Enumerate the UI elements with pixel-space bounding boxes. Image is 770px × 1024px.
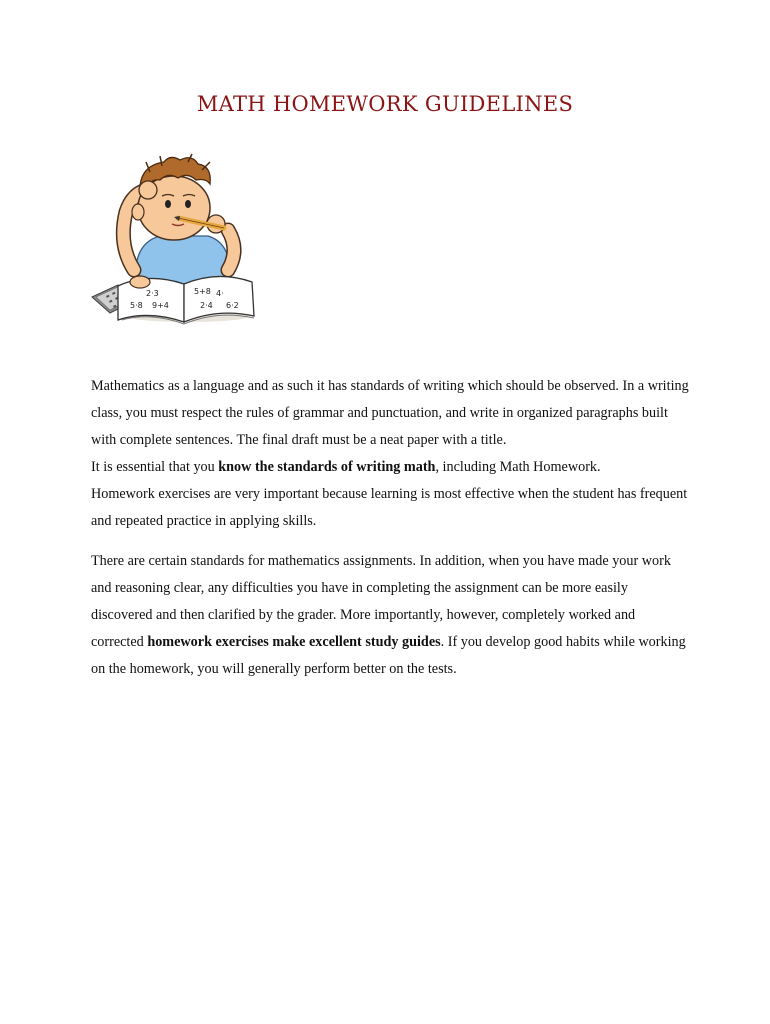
- emphasis-study-guides: homework exercises make excellent study guides: [147, 634, 441, 650]
- svg-text:5·8: 5·8: [130, 301, 143, 310]
- paragraph-assignments: [91, 548, 691, 683]
- paragraph-standards-end: , including Math Homework.: [435, 459, 601, 475]
- paragraph-assignments-end: . If you develop good habits while working on the homework, you will generally perform better on the tests.: [91, 634, 686, 677]
- paragraph-standards-start: It is essential that you: [91, 459, 219, 475]
- paragraph-intro: Mathematics as a language and as such it has standards of writing which should be observed. In a writing class, you must respect the rules of grammar and punctuation, and write in organized paragraphs built with complete sentences. The final draft must be a neat paper with a title.: [91, 378, 689, 448]
- paragraph-assignments-start: There are certain standards for mathematics assignments. In addition, when you have made your work and reasoning clear, any difficulties you have in completing the assignment can be more easily discovered and then clarified by the grader. More importantly, however, completely worked and corrected: [91, 553, 671, 650]
- page-title: MATH HOMEWORK GUIDELINES: [196, 92, 574, 116]
- svg-text:6·2: 6·2: [226, 301, 239, 310]
- paragraph-standards: [91, 454, 691, 481]
- paragraph-practice: Homework exercises are very important because learning is most effective when the student has frequent and repeated practice in applying skills.: [91, 486, 688, 529]
- svg-text:9+4: 9+4: [152, 301, 169, 310]
- student-studying-icon: [88, 150, 258, 325]
- emphasis-standards: know the standards of writing math: [218, 459, 436, 475]
- svg-text:4·: 4·: [216, 289, 224, 298]
- body-text: [91, 373, 691, 683]
- svg-text:2·4: 2·4: [200, 301, 213, 310]
- svg-text:5+8: 5+8: [194, 287, 211, 296]
- svg-text:2·3: 2·3: [146, 289, 159, 298]
